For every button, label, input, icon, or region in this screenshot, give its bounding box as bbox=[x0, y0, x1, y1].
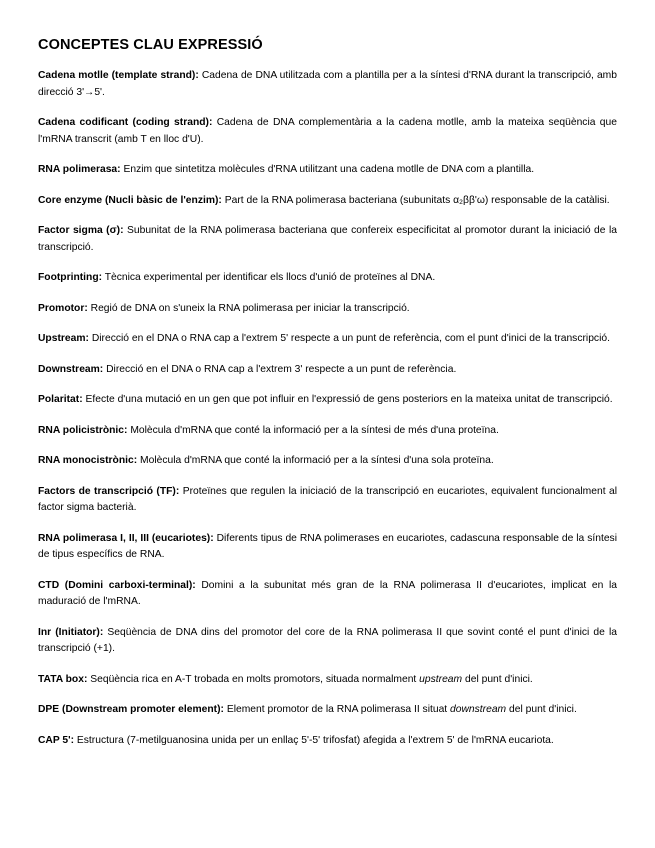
entry-term: Inr (Initiator): bbox=[38, 626, 104, 638]
entry-term: Factors de transcripció (TF): bbox=[38, 485, 180, 497]
entry-term: RNA monocistrònic: bbox=[38, 455, 138, 466]
entry-definition: Direcció en el DNA o RNA cap a l'extrem 3' respecte a un punt de referència. bbox=[106, 363, 457, 375]
entry-definition-before: Seqüència rica en A-T trobada en molts promotors, situada normalment bbox=[90, 673, 417, 685]
glossary-entry bbox=[38, 270, 617, 287]
entry-term: Cadena motlle (template strand): bbox=[38, 70, 199, 81]
entry-definition: Molècula d'mRNA que conté la informació per a la síntesi de més d'una proteïna. bbox=[130, 424, 499, 436]
entry-definition: Cadena de DNA complementària a la cadena motlle, amb la mateixa seqüència que l'mRNA transcrit (amb T en lloc d'U). bbox=[38, 117, 617, 145]
glossary-entry bbox=[38, 115, 617, 148]
glossary-entry bbox=[38, 625, 617, 658]
entry-term: Core enzyme (Nucli bàsic de l'enzim): bbox=[38, 194, 222, 206]
entry-definition: Proteïnes que regulen la iniciació de la transcripció en eucariotes, equivalent funcionalment al factor sigma bacterià. bbox=[38, 485, 617, 513]
entry-term: Upstream: bbox=[38, 333, 89, 344]
entry-definition: Tècnica experimental per identificar els llocs d'unió de proteïnes al DNA. bbox=[104, 272, 436, 283]
entry-definition: Part de la RNA polimerasa bacteriana (subunitats α₂ββ'ω) responsable de la catàlisi. bbox=[224, 194, 610, 206]
entry-definition: Efecte d'una mutació en un gen que pot influir en l'expressió de gens posteriors en la mateixa unitat de transcripció. bbox=[85, 394, 613, 405]
glossary-entry bbox=[38, 484, 617, 517]
glossary-entry bbox=[38, 453, 617, 470]
glossary-entry bbox=[38, 68, 617, 101]
entry-definition: Diferents tipus de RNA polimerases en eucariotes, cadascuna responsable de la síntesi de tipus específics de RNA. bbox=[38, 532, 617, 560]
glossary-entry bbox=[38, 362, 617, 379]
glossary-entry bbox=[38, 331, 617, 348]
glossary-entry bbox=[38, 301, 617, 318]
entry-definition-after: del punt d'inici. bbox=[509, 704, 577, 715]
entry-term: CTD (Domini carboxi-terminal): bbox=[38, 579, 196, 591]
entry-definition: Molècula d'mRNA que conté la informació per a la síntesi d'una sola proteïna. bbox=[140, 455, 494, 466]
entry-term: RNA polimerasa: bbox=[38, 164, 121, 175]
glossary-entry bbox=[38, 578, 617, 611]
glossary-entry bbox=[38, 193, 617, 210]
entry-term: CAP 5': bbox=[38, 734, 75, 746]
glossary-entry bbox=[38, 423, 617, 440]
entry-definition: Direcció en el DNA o RNA cap a l'extrem 5' respecte a un punt de referència, com el punt d'inici de la transcripció. bbox=[91, 333, 610, 344]
entry-term: Downstream: bbox=[38, 363, 104, 375]
entry-definition-emphasis: upstream bbox=[419, 673, 463, 685]
entry-definition: Subunitat de la RNA polimerasa bacteriana que confereix especificitat al promotor durant la iniciació de la transcripció. bbox=[38, 225, 617, 253]
entry-definition: Domini a la subunitat més gran de la RNA polimerasa II d'eucariotes, implicat en la maduració de l'mRNA. bbox=[38, 579, 617, 607]
entry-definition: Cadena de DNA utilitzada com a plantilla per a la síntesi d'RNA durant la transcripció, amb direcció 3'→5'. bbox=[38, 70, 617, 98]
entry-definition: Seqüència de DNA dins del promotor del core de la RNA polimerasa II que sovint conté el punt d'inici de la transcripció (+1). bbox=[38, 626, 617, 654]
entry-definition: Enzim que sintetitza molècules d'RNA utilitzant una cadena motlle de DNA com a plantilla. bbox=[123, 164, 535, 175]
entry-definition: Estructura (7-metilguanosina unida per un enllaç 5'-5' trifosfat) afegida a l'extrem 5' de l'mRNA eucariota. bbox=[76, 734, 554, 746]
entry-term: Factor sigma (σ): bbox=[38, 225, 124, 236]
page-title: CONCEPTES CLAU EXPRESSIÓ bbox=[38, 37, 263, 53]
entry-term: TATA box: bbox=[38, 673, 88, 685]
glossary-entry bbox=[38, 702, 617, 719]
entry-definition: Regió de DNA on s'uneix la RNA polimerasa per iniciar la transcripció. bbox=[90, 302, 410, 314]
entry-term: RNA policistrònic: bbox=[38, 424, 128, 436]
glossary-entry bbox=[38, 733, 617, 750]
glossary-entry bbox=[38, 223, 617, 256]
entry-term: Polaritat: bbox=[38, 394, 83, 405]
entry-term: Cadena codificant (coding strand): bbox=[38, 117, 213, 128]
glossary-entry bbox=[38, 392, 617, 409]
document-page bbox=[38, 37, 617, 763]
entry-term: Footprinting: bbox=[38, 272, 103, 283]
entry-definition-after: del punt d'inici. bbox=[464, 673, 533, 685]
glossary-entry bbox=[38, 672, 617, 689]
entry-term: DPE (Downstream promoter element): bbox=[38, 704, 224, 715]
glossary-entry bbox=[38, 162, 617, 179]
entry-definition-emphasis: downstream bbox=[450, 704, 507, 715]
entry-definition-before: Element promotor de la RNA polimerasa II situat bbox=[226, 704, 448, 715]
entry-term: RNA polimerasa I, II, III (eucariotes): bbox=[38, 532, 214, 544]
glossary-entry bbox=[38, 531, 617, 564]
entry-term: Promotor: bbox=[38, 302, 88, 314]
